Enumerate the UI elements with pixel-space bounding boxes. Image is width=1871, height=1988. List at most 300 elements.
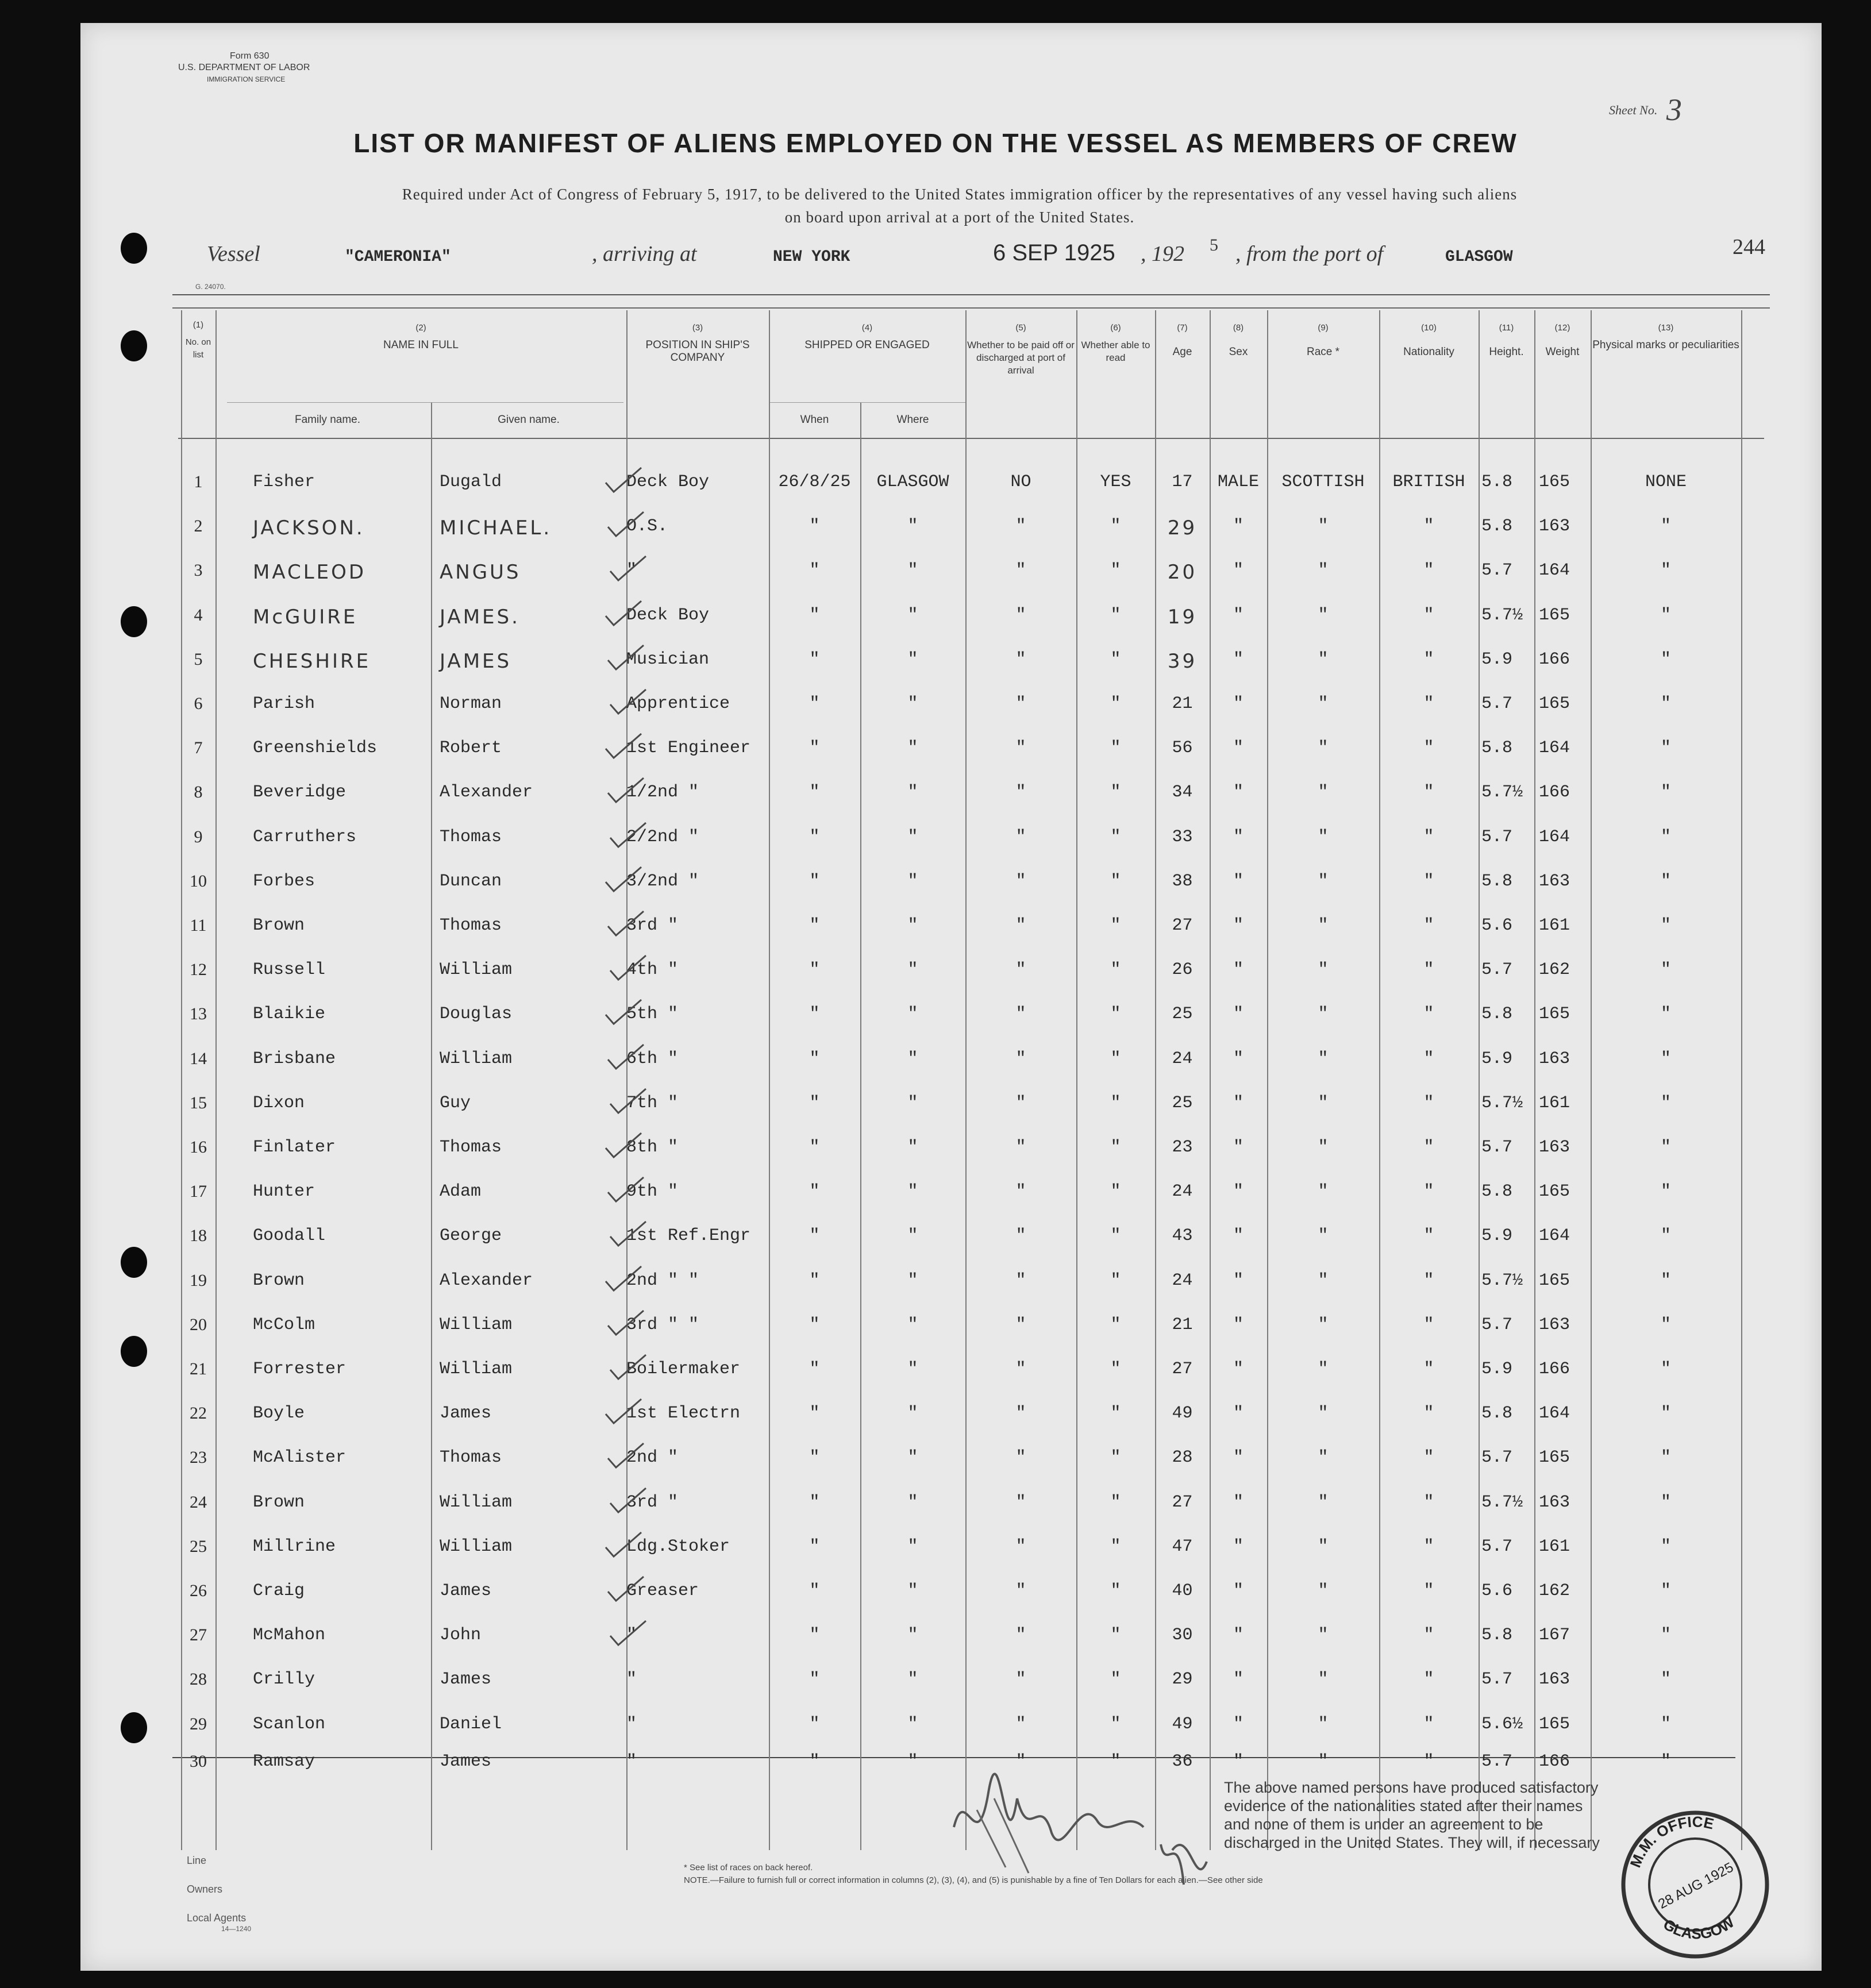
cell-no: 28 — [190, 1670, 207, 1689]
cell-when: " — [809, 1625, 820, 1646]
cell-marks: " — [1660, 783, 1671, 803]
cell-age: 26 — [1172, 960, 1193, 980]
check-mark-icon — [603, 865, 644, 893]
cell-race: " — [1318, 694, 1329, 714]
header-position — [626, 322, 769, 364]
cell-race: " — [1318, 1448, 1329, 1468]
cell-no: 5 — [194, 649, 203, 669]
cell-paid-off: " — [1015, 1359, 1026, 1379]
cell-no: 8 — [194, 783, 203, 802]
cell-given: Alexander — [440, 1270, 533, 1290]
stamp-top-text: M.M. OFFICE — [1626, 1813, 1716, 1870]
cell-height: 5.7½ — [1481, 605, 1523, 625]
cell-height: 5.6 — [1481, 916, 1513, 935]
cell-race: " — [1318, 1751, 1329, 1771]
cell-where: " — [907, 871, 918, 891]
stamp-date: 28 AUG 1925 — [1656, 1859, 1737, 1912]
cell-paid-off: " — [1015, 1226, 1026, 1246]
header-race — [1267, 322, 1379, 359]
cell-read: " — [1110, 1581, 1121, 1601]
cell-where: " — [907, 561, 918, 581]
cell-when: " — [809, 1226, 820, 1246]
cell-weight: 163 — [1539, 871, 1570, 891]
cell-no: 20 — [190, 1315, 207, 1334]
check-mark-icon — [603, 465, 644, 494]
cell-nationality: " — [1423, 694, 1434, 714]
cell-paid-off: " — [1015, 1625, 1026, 1646]
cell-height: 5.7 — [1481, 1751, 1513, 1771]
cell-age: 49 — [1172, 1404, 1193, 1424]
cell-age: 56 — [1172, 738, 1193, 758]
cell-sex: " — [1233, 827, 1244, 847]
cell-paid-off: " — [1015, 738, 1026, 758]
check-mark-icon — [606, 1441, 646, 1470]
header-col-8-number: (8) — [1233, 323, 1244, 333]
cell-weight: 165 — [1539, 1182, 1570, 1202]
cell-sex: " — [1233, 605, 1244, 625]
cell-weight: 161 — [1539, 1093, 1570, 1113]
cell-sex: " — [1233, 1182, 1244, 1202]
cell-race: " — [1318, 649, 1329, 669]
cell-read: " — [1110, 738, 1121, 758]
cell-weight: 164 — [1539, 1226, 1570, 1246]
cell-race: " — [1318, 1359, 1329, 1379]
check-mark-icon — [606, 909, 646, 938]
cell-no: 4 — [194, 605, 203, 625]
header-col-10-label: Nationality — [1403, 346, 1454, 358]
cell-when: " — [809, 827, 820, 847]
cell-weight: 165 — [1539, 1448, 1570, 1468]
cell-position: 3rd " — [626, 916, 679, 935]
column-divider — [1534, 310, 1535, 1850]
cell-read: " — [1110, 1270, 1121, 1290]
cell-position: 2/2nd " — [626, 827, 699, 847]
column-divider — [1210, 310, 1211, 1850]
cell-family: Finlater — [253, 1138, 336, 1157]
cell-given: William — [440, 1049, 513, 1069]
cell-age: 49 — [1172, 1714, 1193, 1734]
cell-where: " — [907, 960, 918, 980]
cell-nationality: " — [1423, 916, 1434, 935]
cell-where: " — [907, 1049, 918, 1069]
sheet-number-value: 3 — [1666, 93, 1682, 127]
cell-read: " — [1110, 1226, 1121, 1246]
cell-no: 21 — [190, 1359, 207, 1378]
cell-position: Musician — [626, 649, 710, 669]
cell-family: Brisbane — [253, 1049, 336, 1069]
cell-marks: " — [1660, 1182, 1671, 1202]
cell-nationality: " — [1423, 1359, 1434, 1379]
svg-text:M.M. OFFICE — [1627, 1813, 1716, 1870]
cell-marks: " — [1660, 694, 1671, 714]
cell-where: " — [907, 1714, 918, 1734]
cell-nationality: " — [1423, 783, 1434, 803]
cell-sex: " — [1233, 649, 1244, 669]
cell-paid-off: " — [1015, 1182, 1026, 1202]
cell-sex: " — [1233, 1670, 1244, 1690]
cell-race: " — [1318, 1670, 1329, 1690]
cell-nationality: " — [1423, 1714, 1434, 1734]
cell-family: JACKSON. — [253, 517, 365, 540]
subtitle-line-2: on board upon arrival at a port of the United States. — [784, 209, 1135, 226]
mm-office-stamp — [1615, 1804, 1776, 1965]
cell-marks: " — [1660, 1315, 1671, 1335]
cell-paid-off: " — [1015, 561, 1026, 581]
cell-no: 14 — [190, 1049, 207, 1068]
cell-age: 24 — [1172, 1049, 1193, 1069]
cell-read: " — [1110, 916, 1121, 935]
check-mark-icon — [606, 1175, 646, 1204]
cell-paid-off: " — [1015, 916, 1026, 935]
cell-weight: 162 — [1539, 960, 1570, 980]
cell-where: " — [907, 738, 918, 758]
cell-when: " — [809, 1138, 820, 1157]
header-col-9-label: Race * — [1306, 346, 1340, 358]
cell-height: 5.7½ — [1481, 1093, 1523, 1113]
cell-position: 3/2nd " — [626, 871, 699, 891]
cell-race: " — [1318, 1581, 1329, 1601]
cell-marks: " — [1660, 1004, 1671, 1024]
cell-sex: " — [1233, 1581, 1244, 1601]
cell-nationality: " — [1423, 738, 1434, 758]
cell-family: Dixon — [253, 1093, 305, 1113]
cell-nationality: " — [1423, 561, 1434, 581]
cell-family: Millrine — [253, 1536, 336, 1557]
cell-weight: 166 — [1539, 783, 1570, 803]
header-col-6-label: Whether able to read — [1081, 340, 1150, 363]
cell-when: " — [809, 1093, 820, 1113]
cell-weight: 166 — [1539, 1359, 1570, 1379]
header-col-1-number: (1) — [193, 320, 204, 330]
cell-paid-off: " — [1015, 1536, 1026, 1557]
cell-given: Duncan — [440, 871, 502, 891]
cell-no: 25 — [190, 1536, 207, 1556]
cell-family: Beveridge — [253, 783, 347, 803]
cell-sex: " — [1233, 1226, 1244, 1246]
cell-family: Greenshields — [253, 738, 378, 758]
cell-family: Scanlon — [253, 1714, 326, 1734]
footer-owners-label: Owners — [187, 1883, 223, 1895]
cell-age: 29 — [1172, 1670, 1193, 1690]
cell-when: " — [809, 517, 820, 537]
cell-when: " — [809, 561, 820, 581]
cell-position: 9th " — [626, 1182, 679, 1202]
cell-no: 3 — [194, 561, 203, 580]
from-port-label: , from the port of — [1235, 242, 1384, 266]
check-mark-icon — [608, 1087, 648, 1115]
cell-age: 27 — [1172, 916, 1193, 935]
cell-when: " — [809, 1751, 820, 1771]
cell-paid-off: " — [1015, 827, 1026, 847]
cell-where: " — [907, 1536, 918, 1557]
cell-sex: " — [1233, 1751, 1244, 1771]
cell-position: 2nd " — [626, 1448, 679, 1468]
header-col-3-label: POSITION IN SHIP'S COMPANY — [645, 339, 750, 364]
cell-sex: " — [1233, 694, 1244, 714]
cell-weight: 161 — [1539, 1536, 1570, 1557]
check-mark-icon — [603, 1397, 644, 1425]
header-col-3-number: (3) — [692, 323, 703, 333]
column-divider — [1591, 310, 1592, 1850]
check-mark-icon — [606, 1308, 646, 1337]
cell-where: " — [907, 649, 918, 669]
cell-position: 3rd " " — [626, 1315, 699, 1335]
cell-sex: " — [1233, 1448, 1244, 1468]
cell-age: 47 — [1172, 1536, 1193, 1557]
cell-nationality: BRITISH — [1392, 472, 1465, 492]
cell-family: MACLEOD — [253, 561, 367, 584]
cell-weight: 162 — [1539, 1581, 1570, 1601]
header-col-9-number: (9) — [1318, 323, 1329, 333]
cell-sex: " — [1233, 1625, 1244, 1646]
cell-position: 2nd " " — [626, 1270, 699, 1290]
reference-number: 244 — [1733, 235, 1765, 259]
cell-no: 13 — [190, 1004, 207, 1024]
cell-where: " — [907, 1492, 918, 1512]
cell-age: 30 — [1172, 1625, 1193, 1646]
header-col-1-label: No. on list — [185, 337, 211, 360]
cell-read: " — [1110, 1751, 1121, 1771]
cell-race: " — [1318, 1004, 1329, 1024]
header-col-13-label: Physical marks or peculiarities — [1592, 339, 1739, 351]
cell-marks: " — [1660, 1670, 1671, 1690]
check-mark-icon — [608, 1219, 648, 1248]
cell-paid-off: " — [1015, 1404, 1026, 1424]
cell-age: 43 — [1172, 1226, 1193, 1246]
cell-weight: 165 — [1539, 694, 1570, 714]
cell-marks: " — [1660, 1448, 1671, 1468]
cell-where: " — [907, 1226, 918, 1246]
svg-text:GLASGOW — [1660, 1913, 1737, 1943]
cell-family: Carruthers — [253, 827, 357, 847]
cell-height: 5.7 — [1481, 694, 1513, 714]
cell-height: 5.7½ — [1481, 783, 1523, 803]
cell-height: 5.9 — [1481, 649, 1513, 669]
cell-position: 1st Electrn — [626, 1404, 741, 1424]
cell-position: Deck Boy — [626, 472, 710, 492]
cell-paid-off: " — [1015, 1270, 1026, 1290]
cell-marks: " — [1660, 649, 1671, 669]
cell-height: 5.7 — [1481, 1138, 1513, 1157]
cell-marks: " — [1660, 1404, 1671, 1424]
cell-height: 5.9 — [1481, 1049, 1513, 1069]
cell-nationality: " — [1423, 1049, 1434, 1069]
cell-where: " — [907, 827, 918, 847]
cell-nationality: " — [1423, 871, 1434, 891]
check-mark-icon — [603, 731, 644, 760]
footer-note-penalty: NOTE.—Failure to furnish full or correct information in columns (2), (3), (4), and (5) is punishable by a fine of Ten Dollars for each alien.—See other side — [684, 1875, 1263, 1885]
punch-hole — [121, 233, 147, 264]
cell-marks: " — [1660, 1625, 1671, 1646]
cell-sex: " — [1233, 1359, 1244, 1379]
header-bottom-rule — [178, 438, 1764, 439]
punch-hole — [121, 1712, 147, 1743]
cell-age: 24 — [1172, 1182, 1193, 1202]
cell-nationality: " — [1423, 605, 1434, 625]
cell-when: " — [809, 1670, 820, 1690]
cell-height: 5.8 — [1481, 1004, 1513, 1024]
cell-position: Apprentice — [626, 694, 730, 714]
check-mark-icon — [606, 1042, 646, 1071]
header-col-6-number: (6) — [1110, 323, 1121, 333]
cell-where: " — [907, 605, 918, 625]
cell-sex: " — [1233, 1404, 1244, 1424]
cell-where: " — [907, 916, 918, 935]
cell-sex: " — [1233, 1492, 1244, 1512]
header-col-2-number: (2) — [415, 323, 426, 333]
footer-agents-code: 14—1240 — [221, 1925, 252, 1933]
cell-weight: 163 — [1539, 1492, 1570, 1512]
cell-position: 6th " — [626, 1049, 679, 1069]
column-divider — [1076, 310, 1077, 1850]
cell-age: 21 — [1172, 694, 1193, 714]
cell-height: 5.9 — [1481, 1359, 1513, 1379]
cell-position: 1st Engineer — [626, 738, 751, 758]
cell-paid-off: " — [1015, 1714, 1026, 1734]
cell-weight: 165 — [1539, 1714, 1570, 1734]
header-physical-marks — [1591, 322, 1741, 352]
cell-no: 17 — [190, 1182, 207, 1201]
cell-no: 12 — [190, 960, 207, 980]
cell-sex: " — [1233, 1049, 1244, 1069]
cell-given: James — [440, 1404, 492, 1424]
cell-read: " — [1110, 1625, 1121, 1646]
punch-hole — [121, 330, 147, 361]
check-mark-icon — [608, 687, 648, 716]
header-able-to-read — [1076, 322, 1155, 364]
cell-sex: " — [1233, 561, 1244, 581]
cell-weight: 163 — [1539, 1670, 1570, 1690]
header-where: Where — [896, 414, 929, 426]
cell-read: " — [1110, 1004, 1121, 1024]
cell-marks: " — [1660, 1581, 1671, 1601]
cell-height: 5.8 — [1481, 1404, 1513, 1424]
cell-marks: " — [1660, 561, 1671, 581]
header-col-12-number: (12) — [1554, 323, 1570, 333]
cell-family: Hunter — [253, 1182, 315, 1202]
check-mark-icon — [603, 1131, 644, 1159]
cell-race: " — [1318, 1270, 1329, 1290]
cell-when: " — [809, 871, 820, 891]
cell-weight: 165 — [1539, 605, 1570, 625]
cell-nationality: " — [1423, 1004, 1434, 1024]
cell-paid-off: " — [1015, 605, 1026, 625]
cell-position: " — [626, 1714, 637, 1734]
cell-nationality: " — [1423, 649, 1434, 669]
cell-marks: " — [1660, 1138, 1671, 1157]
cell-given: William — [440, 1359, 513, 1379]
cell-age: 20 — [1167, 561, 1198, 584]
cell-read: " — [1110, 1315, 1121, 1335]
cell-paid-off: " — [1015, 1315, 1026, 1335]
cell-marks: " — [1660, 960, 1671, 980]
cell-position: 7th " — [626, 1093, 679, 1113]
cell-race: " — [1318, 1182, 1329, 1202]
cell-no: 2 — [194, 517, 203, 536]
cell-age: 19 — [1167, 605, 1198, 629]
cell-read: " — [1110, 649, 1121, 669]
cell-marks: " — [1660, 1049, 1671, 1069]
cell-race: " — [1318, 1492, 1329, 1512]
cell-when: " — [809, 1404, 820, 1424]
cell-given: Dugald — [440, 472, 502, 492]
cell-read: " — [1110, 1670, 1121, 1690]
cell-where: " — [907, 1315, 918, 1335]
cell-given: William — [440, 1315, 513, 1335]
header-col-8-label: Sex — [1229, 346, 1248, 358]
cell-height: 5.8 — [1481, 517, 1513, 537]
cell-no: 15 — [190, 1093, 207, 1112]
cell-race: SCOTTISH — [1281, 472, 1365, 492]
cell-where: " — [907, 1182, 918, 1202]
cell-nationality: " — [1423, 1093, 1434, 1113]
cell-read: " — [1110, 1714, 1121, 1734]
cell-height: 5.7 — [1481, 1448, 1513, 1468]
cell-height: 5.7½ — [1481, 1270, 1523, 1290]
cell-weight: 164 — [1539, 738, 1570, 758]
cell-sex: " — [1233, 738, 1244, 758]
cell-age: 24 — [1172, 1270, 1193, 1290]
certification-text: The above named persons have produced satisfactory evidence of the nationalities stated after their names and none of them is under an agreement to be discharged in the United States. They will, if necessary — [1224, 1779, 1600, 1851]
cell-weight: 165 — [1539, 1004, 1570, 1024]
cell-when: " — [809, 960, 820, 980]
cell-when: 26/8/25 — [778, 472, 851, 492]
cell-sex: " — [1233, 1004, 1244, 1024]
footer-line-label: Line — [187, 1855, 207, 1866]
cell-read: " — [1110, 517, 1121, 537]
header-col-11-number: (11) — [1499, 323, 1514, 333]
cell-position: Ldg.Stoker — [626, 1536, 730, 1557]
cell-given: Douglas — [440, 1004, 513, 1024]
cell-family: Parish — [253, 694, 315, 714]
cell-when: " — [809, 1270, 820, 1290]
vessel-label: Vessel — [207, 242, 260, 266]
cell-no: 22 — [190, 1404, 207, 1423]
cell-age: 28 — [1172, 1448, 1193, 1468]
cell-given: John — [440, 1625, 482, 1646]
cell-sex: " — [1233, 916, 1244, 935]
check-mark-icon — [603, 1264, 644, 1293]
cell-no: 11 — [190, 916, 207, 935]
cell-where: " — [907, 1670, 918, 1690]
cell-nationality: " — [1423, 1138, 1434, 1157]
cell-nationality: " — [1423, 1182, 1434, 1202]
column-divider — [1479, 310, 1480, 1850]
cell-sex: " — [1233, 871, 1244, 891]
cell-where: " — [907, 694, 918, 714]
cell-race: " — [1318, 1093, 1329, 1113]
header-shipped-or-engaged — [769, 322, 965, 352]
column-divider — [965, 310, 967, 1850]
cell-read: " — [1110, 1359, 1121, 1379]
shipped-subheader-rule — [770, 402, 965, 403]
cell-when: " — [809, 738, 820, 758]
cell-given: William — [440, 1536, 513, 1557]
cell-read: " — [1110, 871, 1121, 891]
cell-paid-off: " — [1015, 649, 1026, 669]
cell-race: " — [1318, 783, 1329, 803]
header-family-name: Family name. — [294, 414, 361, 426]
cell-nationality: " — [1423, 1670, 1434, 1690]
form-identifier — [152, 51, 310, 85]
cell-race: " — [1318, 1536, 1329, 1557]
cell-given: Alexander — [440, 783, 533, 803]
column-divider — [1379, 310, 1380, 1850]
cell-when: " — [809, 649, 820, 669]
cell-where: " — [907, 1751, 918, 1771]
cell-sex: " — [1233, 1315, 1244, 1335]
cell-read: " — [1110, 561, 1121, 581]
